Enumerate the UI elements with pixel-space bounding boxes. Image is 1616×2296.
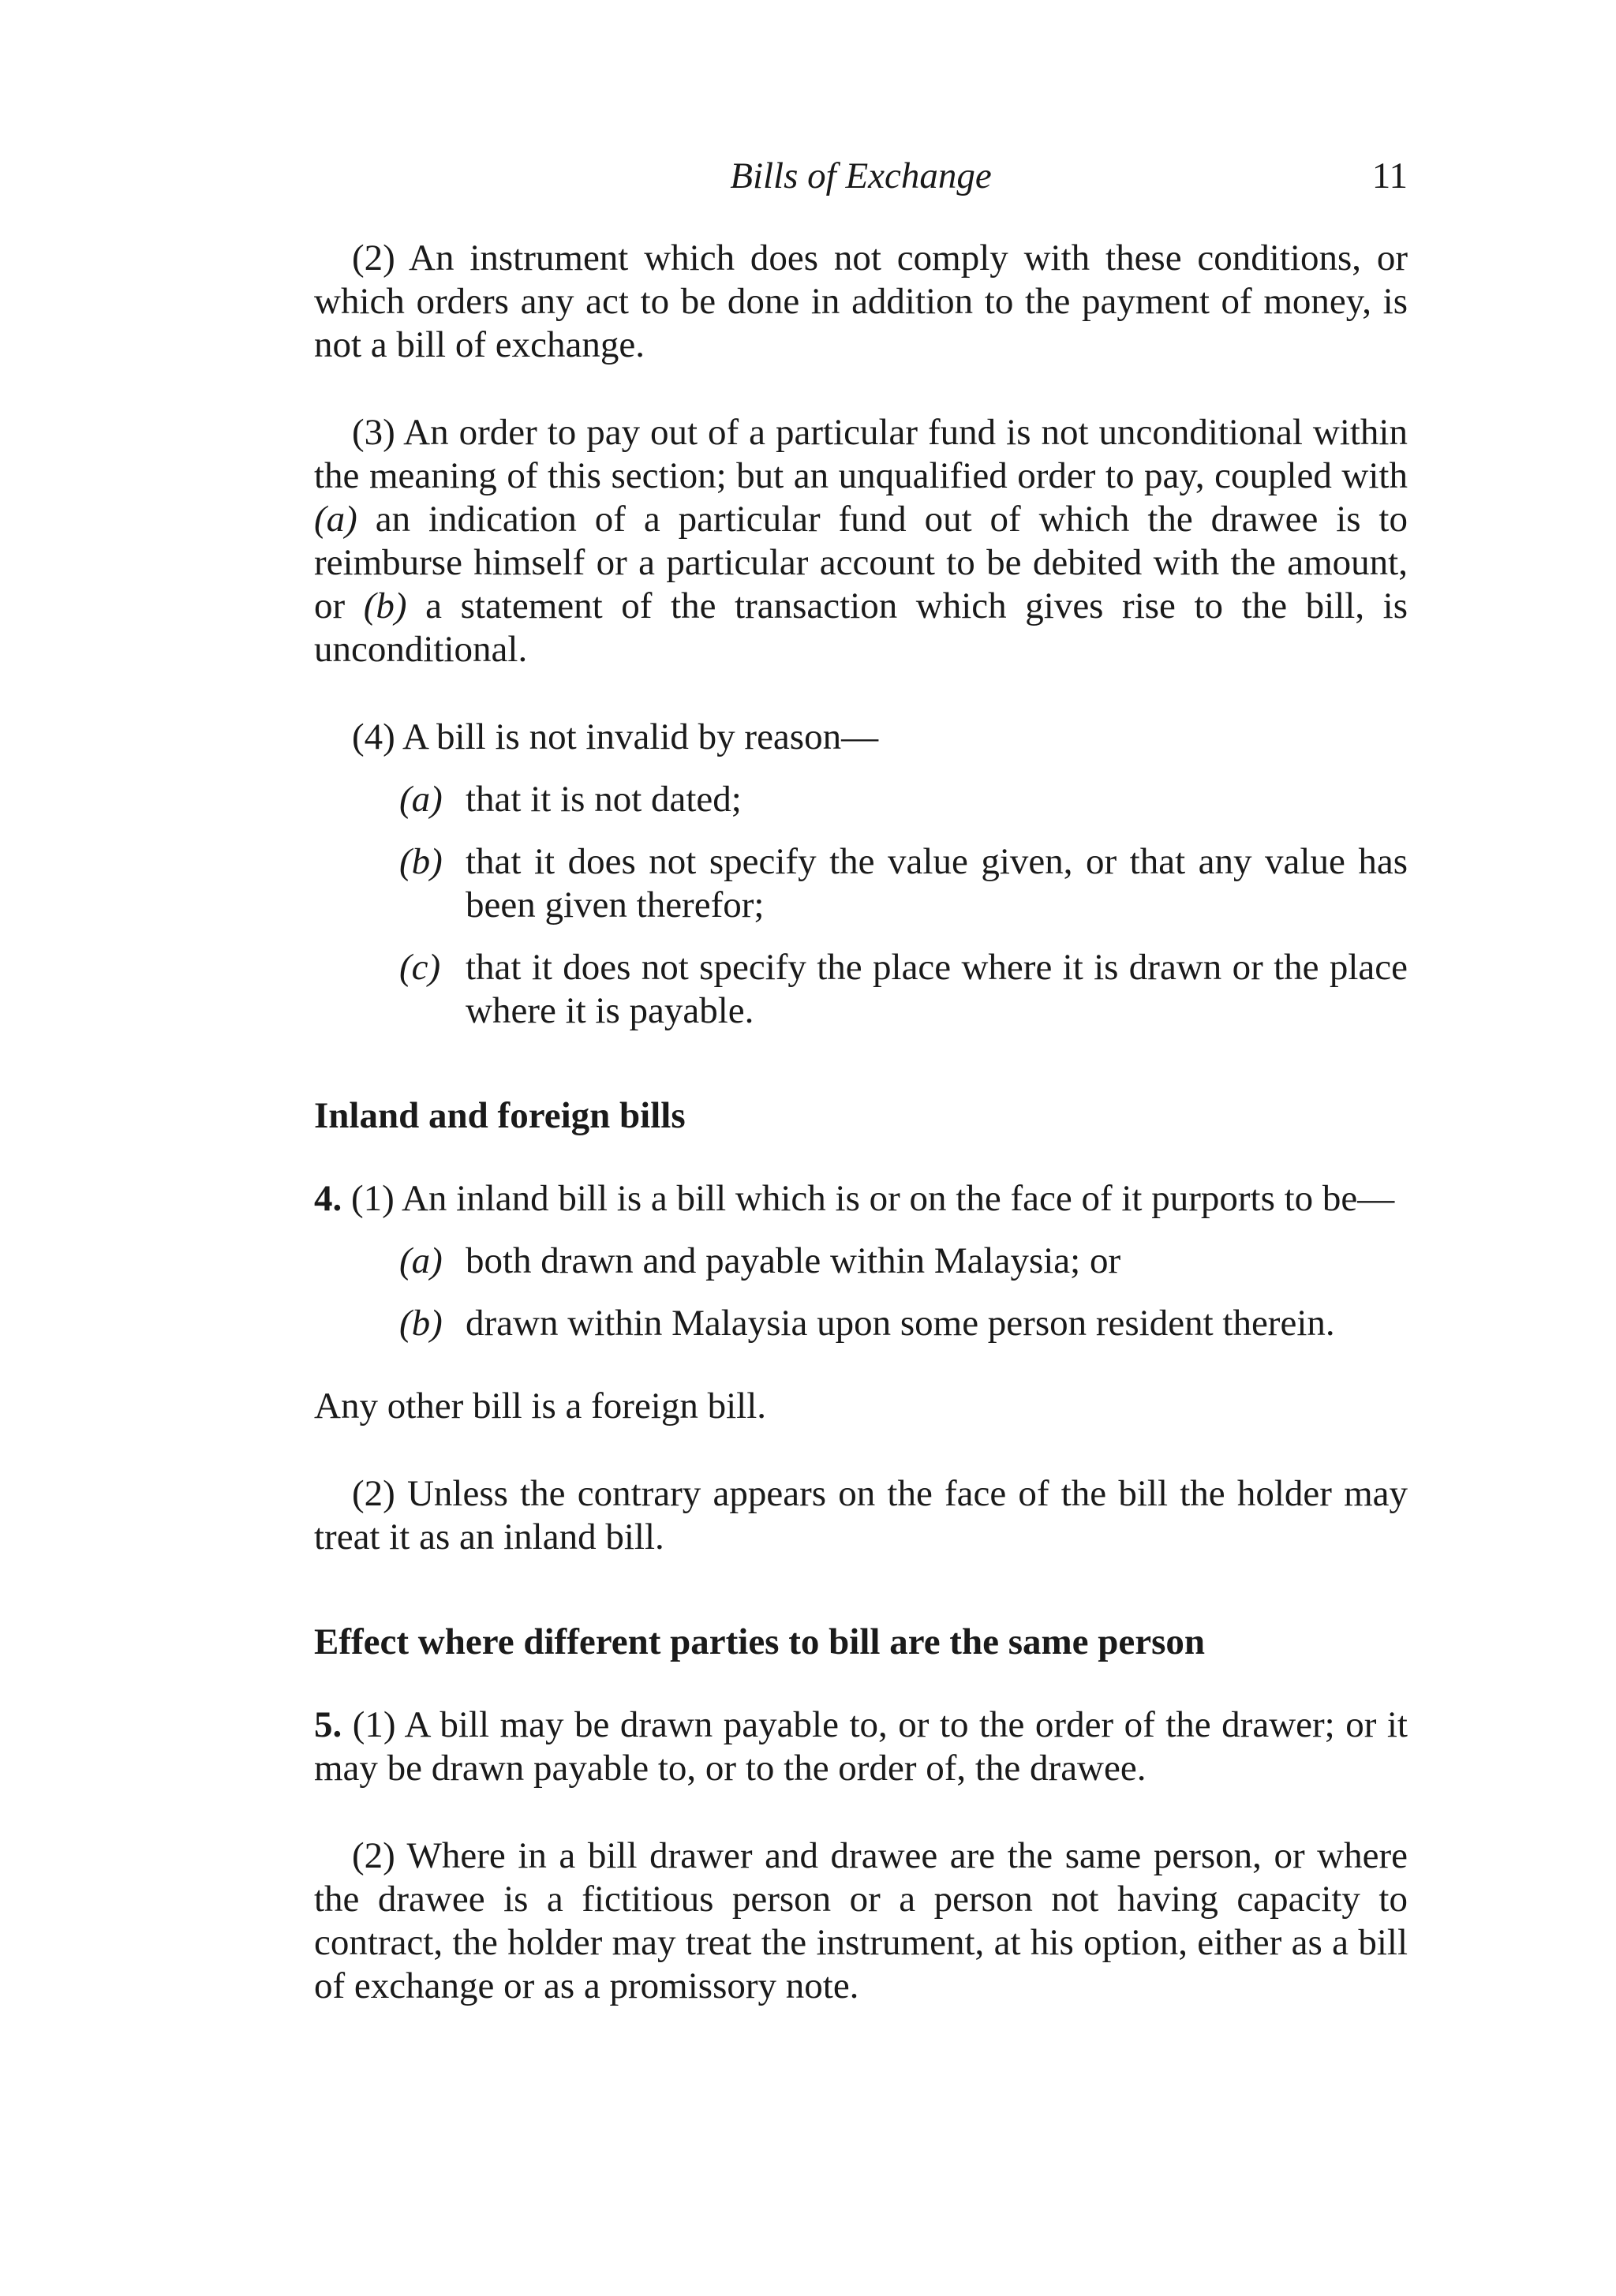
item-text: that it does not specify the place where it is drawn or the place where it is payable. xyxy=(466,947,1408,1031)
document-page xyxy=(314,155,1408,2008)
s3-p3-part2: an indication of a particular fund out of which the drawee is to reimburse himself or a particular account to be debited with the amount, or xyxy=(314,499,1408,626)
s5-p1-text: (1) A bill may be drawn payable to, or to the order of the drawer; or it may be drawn payable to, or to the order of, the drawee. xyxy=(314,1704,1408,1789)
s3-p3-label-a: (a) xyxy=(314,499,357,540)
section-number: 4. xyxy=(314,1178,342,1219)
section-number: 5. xyxy=(314,1704,342,1745)
item-text: that it is not dated; xyxy=(466,779,742,820)
s4-closing: Any other bill is a foreign bill. xyxy=(314,1385,767,1427)
section-4-heading: Inland and foreign bills xyxy=(314,1095,686,1136)
s4-item-b xyxy=(314,1302,1408,1345)
s3-p3-label-b: (b) xyxy=(363,585,407,626)
s3-subsection-3 xyxy=(314,411,1408,671)
item-label: (b) xyxy=(399,1303,443,1344)
s4-item-a xyxy=(314,1240,1408,1283)
s4-subsection-2: (2) Unless the contrary appears on the face of the bill the holder may treat it as an inland bill. xyxy=(314,1473,1408,1557)
running-title: Bills of Exchange xyxy=(730,155,992,196)
s3-p3-part1: (3) An order to pay out of a particular fund is not unconditional within the meaning of this section; but an unqualified order to pay, coupled with xyxy=(314,412,1408,496)
s4-p1-text: (1) An inland bill is a bill which is or on the face of it purports to be— xyxy=(342,1178,1395,1219)
item-label: (a) xyxy=(399,1240,443,1281)
item-label: (b) xyxy=(399,841,443,882)
s3-subsection-4-intro: (4) A bill is not invalid by reason— xyxy=(352,716,879,757)
s5-subsection-1 xyxy=(314,1703,1408,1790)
item-text: that it does not specify the value given, or that any value has been given therefor; xyxy=(466,841,1408,926)
item-text: drawn within Malaysia upon some person resident therein. xyxy=(466,1303,1335,1344)
item-label: (c) xyxy=(399,947,441,988)
s5-subsection-2: (2) Where in a bill drawer and drawee are the same person, or where the drawee is a fictitious person or a person not having capacity to contract, the holder may treat the instrument, at his option, either as a bill of exchange or as a promissory note. xyxy=(314,1835,1408,2006)
s3-p3-part3: a statement of the transaction which gives rise to the bill, is unconditional. xyxy=(314,585,1408,670)
s4-subsection-1-intro xyxy=(314,1177,1408,1221)
item-label: (a) xyxy=(399,779,443,820)
section-5-heading: Effect where different parties to bill are the same person xyxy=(314,1621,1206,1662)
item-text: both drawn and payable within Malaysia; or xyxy=(466,1240,1121,1281)
page-number: 11 xyxy=(1371,155,1408,196)
s3-item-c xyxy=(314,946,1408,1033)
s3-subsection-2: (2) An instrument which does not comply with these conditions, or which orders any act to be done in addition to the payment of money, is not a bill of exchange. xyxy=(314,237,1408,365)
s3-item-a xyxy=(314,778,1408,821)
page-header xyxy=(314,155,1408,205)
s3-item-b xyxy=(314,840,1408,927)
